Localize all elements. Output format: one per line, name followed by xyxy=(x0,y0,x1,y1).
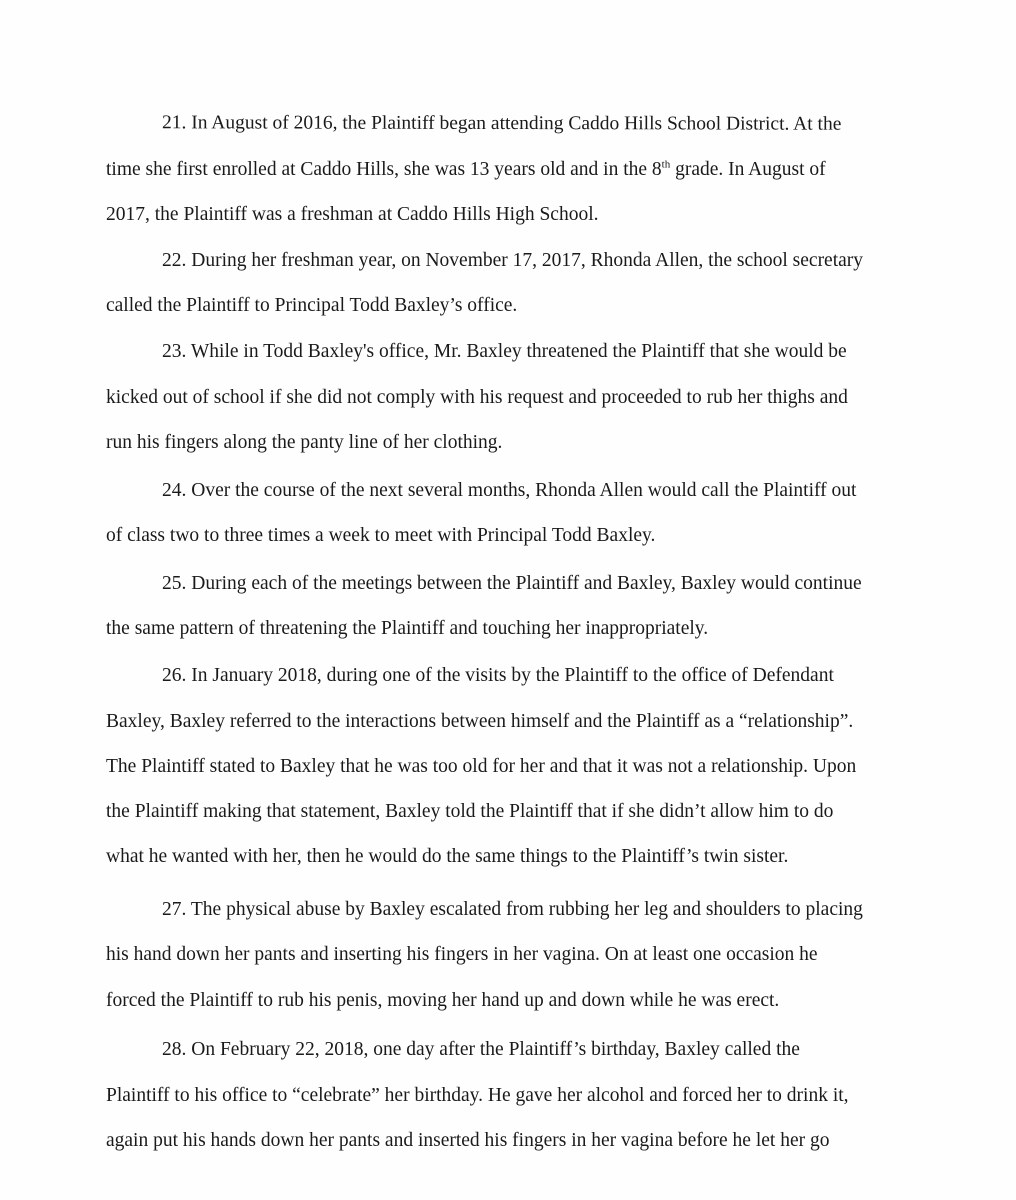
text-line: 22. During her freshman year, on November 17, 2017, Rhonda Allen, the school secretary xyxy=(162,250,864,271)
paragraph-23 xyxy=(106,340,906,455)
paragraph-27 xyxy=(106,898,906,1013)
text-line: 27. The physical abuse by Baxley escalated from rubbing her leg and shoulders to placing xyxy=(162,899,863,920)
text-line: The Plaintiff stated to Baxley that he was too old for her and that it was not a relationship. Upon xyxy=(106,756,857,777)
text-fragment: time she first enrolled at Caddo Hills, she was 13 years old and in the 8 xyxy=(106,159,662,180)
text-line: the same pattern of threatening the Plaintiff and touching her inappropriately. xyxy=(106,618,709,639)
text-line: of class two to three times a week to meet with Principal Todd Baxley. xyxy=(106,525,656,546)
text-line: 23. While in Todd Baxley's office, Mr. Baxley threatened the Plaintiff that she would be xyxy=(162,341,847,362)
text-line: Baxley, Baxley referred to the interactions between himself and the Plaintiff as a “relationship”. xyxy=(106,711,854,732)
paragraph-26 xyxy=(106,664,906,869)
text-line: called the Plaintiff to Principal Todd Baxley’s office. xyxy=(106,295,518,316)
text-line: 26. In January 2018, during one of the visits by the Plaintiff to the office of Defendant xyxy=(162,665,834,686)
text-line: the Plaintiff making that statement, Baxley told the Plaintiff that if she didn’t allow him to do xyxy=(106,801,834,822)
paragraph-28 xyxy=(106,1038,906,1153)
text-line: 21. In August of 2016, the Plaintiff began attending Caddo Hills School District. At the xyxy=(161,112,842,135)
text-line: 24. Over the course of the next several months, Rhonda Allen would call the Plaintiff out xyxy=(162,480,857,501)
paragraph-22 xyxy=(106,249,906,318)
text-line: his hand down her pants and inserting his fingers in her vagina. On at least one occasion he xyxy=(106,944,818,965)
text-fragment: grade. In August of xyxy=(670,159,826,180)
text-line: what he wanted with her, then he would do the same things to the Plaintiff’s twin sister. xyxy=(106,846,789,867)
text-line: 2017, the Plaintiff was a freshman at Caddo Hills High School. xyxy=(106,204,599,225)
text-line: 25. During each of the meetings between the Plaintiff and Baxley, Baxley would continue xyxy=(162,573,862,594)
paragraph-21 xyxy=(106,112,906,227)
text-line: again put his hands down her pants and inserted his fingers in her vagina before he let her go xyxy=(106,1130,830,1151)
paragraph-25 xyxy=(106,572,906,641)
paragraph-24 xyxy=(106,479,906,548)
text-line: forced the Plaintiff to rub his penis, moving her hand up and down while he was erect. xyxy=(106,990,780,1011)
text-line: Plaintiff to his office to “celebrate” her birthday. He gave her alcohol and forced her to drink it, xyxy=(106,1085,849,1106)
text-line: 28. On February 22, 2018, one day after the Plaintiff’s birthday, Baxley called the xyxy=(162,1039,800,1060)
text-line: run his fingers along the panty line of her clothing. xyxy=(106,432,503,453)
text-line xyxy=(106,158,906,182)
superscript: th xyxy=(661,158,671,171)
text-line: kicked out of school if she did not comply with his request and proceeded to rub her thighs and xyxy=(106,387,848,408)
